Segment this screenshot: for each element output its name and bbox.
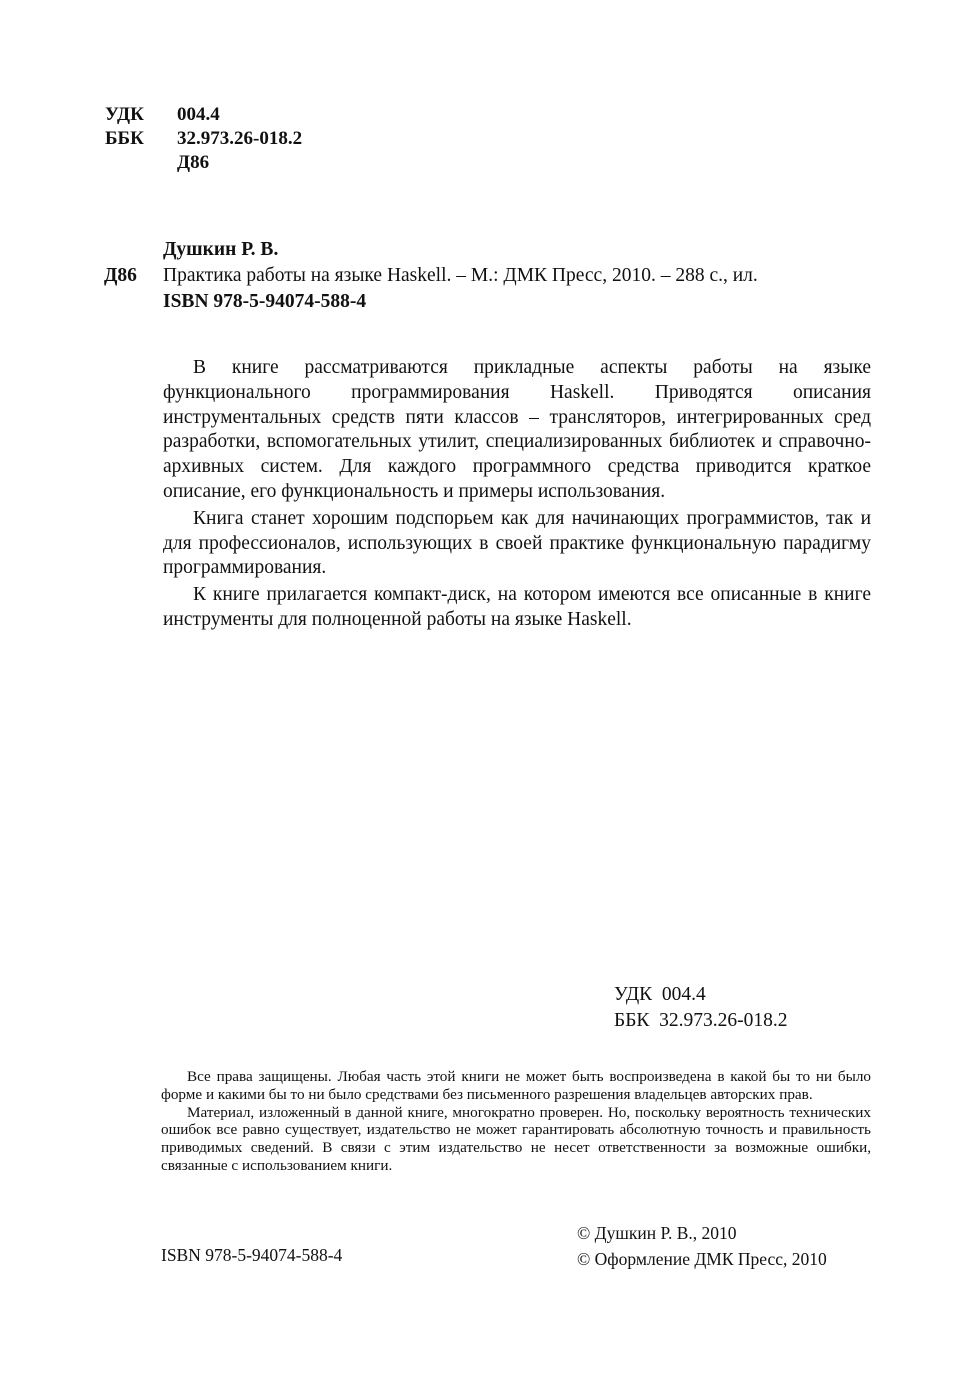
bbk-label: ББК	[105, 128, 144, 149]
annotation-paragraph: В книге рассматриваются прикладные аспекты работы на языке функционального программирования Haskell. Приводятся описания инструментальных средств пяти классов – трансляторов, интегрированных сред разработки, вспомогательных утилит, специализированных библиотек и справочно-архивных систем. Для каждого программного средства приводится краткое описание, его функциональность и примеры использования.	[163, 357, 871, 502]
copyrights	[577, 1220, 827, 1272]
bottom-codes	[614, 982, 788, 1034]
rights-notice	[161, 1068, 871, 1175]
notice-paragraph: Все права защищены. Любая часть этой книги не может быть воспроизведена в какой бы то ни было форме и какими бы то ни было средствами без письменного разрешения владельцев авторских прав.	[161, 1068, 871, 1103]
udk-value: 004.4	[177, 104, 220, 125]
bib-isbn: ISBN 978-5-94074-588-4	[163, 291, 367, 312]
bottom-bbk: ББК 32.973.26-018.2	[614, 1010, 788, 1031]
annotation	[163, 356, 871, 635]
author-mark-row	[105, 151, 209, 175]
copyright-design: © Оформление ДМК Пресс, 2010	[577, 1249, 827, 1269]
notice-paragraph: Материал, изложенный в данной книге, многократно проверен. Но, поскольку вероятность технических ошибок все равно существует, издательство не может гарантировать абсолютную точность и правильность приводимых сведений. В связи с этим издательство не несет ответственности за возможные ошибки, связанные с использованием книги.	[161, 1103, 871, 1174]
bottom-udk: УДК 004.4	[614, 984, 706, 1005]
udk-row	[105, 103, 220, 127]
annotation-paragraph: К книге прилагается компакт-диск, на котором имеются все описанные в книге инструменты для полноценной работы на языке Haskell.	[163, 584, 871, 630]
bib-mark: Д86	[104, 265, 137, 286]
annotation-paragraph: Книга станет хорошим подспорьем как для начинающих программистов, так и для профессионалов, использующих в своей практике функциональную парадигму программирования.	[163, 507, 871, 579]
bbk-value: 32.973.26-018.2	[177, 128, 303, 149]
bbk-row	[105, 127, 302, 151]
bib-author: Душкин Р. В.	[163, 239, 279, 260]
bib-description: Практика работы на языке Haskell. – М.: ДМК Пресс, 2010. – 288 с., ил.	[163, 265, 758, 286]
footer-isbn: ISBN 978-5-94074-588-4	[161, 1245, 343, 1265]
copyright-author: © Душкин Р. В., 2010	[577, 1223, 737, 1243]
author-mark: Д86	[177, 152, 210, 173]
udk-label: УДК	[105, 104, 144, 125]
